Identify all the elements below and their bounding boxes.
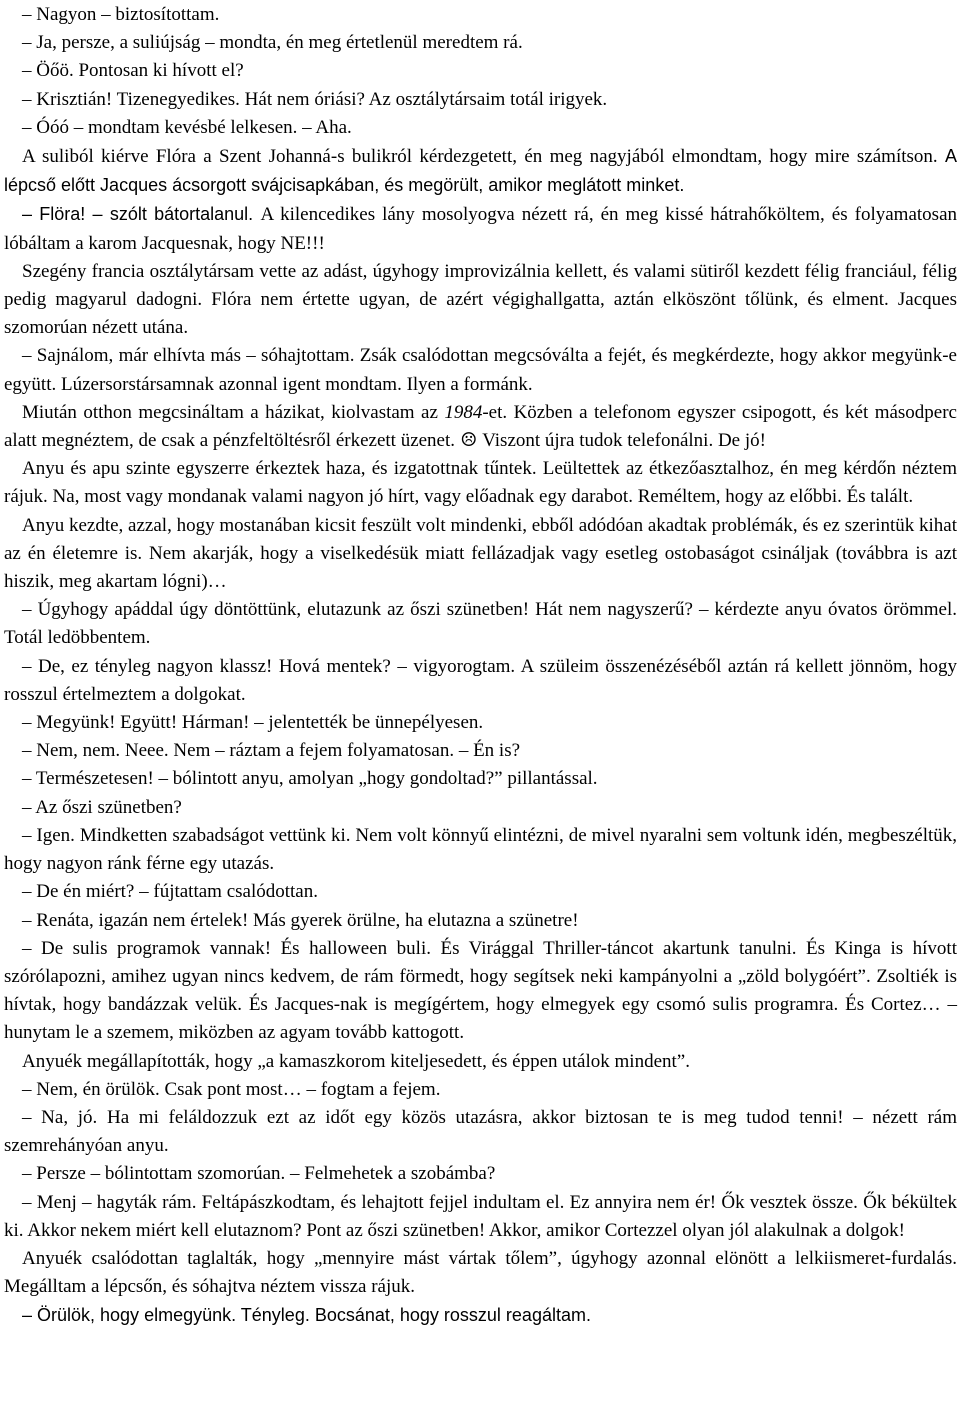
text-run: – Természetesen! – bólintott anyu, amolyan „hogy gondoltad?” pillantással. <box>22 768 598 790</box>
paragraph <box>4 794 957 822</box>
text-run: – Krisztián! Tizenegyedikes. Hát nem óriási? Az osztálytársaim totál irigyek. <box>22 88 608 110</box>
paragraph <box>4 765 957 793</box>
paragraph <box>4 512 957 597</box>
text-run: – Nem, nem. Neee. Nem – ráztam a fejem folyamatosan. – Én is? <box>22 740 521 762</box>
text-run: – Renáta, igazán nem értelek! Más gyerek örülne, ha elutazna a szünetre! <box>22 909 579 931</box>
text-run: A suliból kiérve Flóra a Szent Johanná-s bulikról kérdezgetett, én meg nagyjából elmondtam, hogy mire számítson. <box>22 146 945 168</box>
text-run: – De sulis programok vannak! És halloween buli. És Virággal Thriller-táncot akartunk tanulni. És Kinga is hívott szórólapozni, amihez ugyan nincs kedvem, de rám förmedt, hogy segítsek neki kampányolni a „zöld bolygóért”. Zsoltiék is hívtak, hogy bandázzak velük. És Jacques-nak is megígértem, hogy elmegyek egy csomó sulis programra. És Cortez… – hunytam le a szemem, miközben az agyam tovább kattogott. <box>4 937 957 1044</box>
text-run: – De én miért? – fújtattam csalódottan. <box>22 881 318 903</box>
paragraph <box>4 455 957 511</box>
paragraph <box>4 200 957 257</box>
paragraph <box>4 1189 957 1245</box>
paragraph <box>4 114 957 142</box>
text-run: – Az őszi szünetben? <box>22 796 182 818</box>
text-run: -et. Közben a telefonom egyszer csipogott, és két másodperc alatt megnéztem, de csak a pénzfeltöltésről érkezett üzenet. <box>4 401 957 452</box>
text-run: – Sajnálom, már elhívta más – sóhajtottam. Zsák csalódottan megcsóválta a fejét, és megkérdezte, hogy akkor megyünk-e együtt. Lúzersorstársamnak azonnal igent mondtam. Ilyen a formánk. <box>4 345 957 395</box>
text-run: Anyu és apu szinte egyszerre érkeztek haza, és izgatottnak tűntek. Leültettek az étkezőasztalhoz, én meg kérdőn néztem rájuk. Na, most vagy mondanak valami nagyon jó hírt, vagy előadnak egy darabot. Reméltem, hogy az előbbi. És talált. <box>4 458 957 508</box>
paragraph <box>4 737 957 765</box>
paragraph <box>4 29 957 57</box>
text-run: – Nem, én örülök. Csak pont most… – fogtam a fejem. <box>22 1078 441 1100</box>
text-run: – Persze – bólintottam szomorúan. – Felmehetek a szobámba? <box>22 1163 496 1185</box>
paragraph <box>4 1301 957 1330</box>
text-run: – Öőö. Pontosan ki hívott el? <box>22 60 244 82</box>
text-run: A kilencedikes lány mosolyogva nézett rá, én meg kissé hátrahőköltem, és folyamatosan lóbáltam a karom Jacquesnak, hogy NE!!! <box>4 204 957 254</box>
paragraph <box>4 878 957 906</box>
text-run: – Igen. Mindketten szabadságot vettünk ki. Nem volt könnyű elintézni, de mivel nyaralni sem voltunk idén, megbeszéltük, hogy nagyon ránk férne egy utazás. <box>4 824 957 875</box>
text-run: A lépcső előtt Jacques ácsorgott svájcisapkában, és megörült, amikor meglátott minket. <box>4 146 957 196</box>
paragraph <box>4 1160 957 1188</box>
text-run: Miután otthon megcsináltam a házikat, kiolvastam az <box>22 401 445 423</box>
text-run: Anyu kezdte, azzal, hogy mostanában kicsit feszült volt mindenki, ebből adódóan akadtak problémák, és ez szerintük kihat az én életemre is. Nem akarják, hogy a viselkedésük miatt fellázadjak vagy esetleg ostobaságot csináljak (továbbra is azt hiszik, meg akartam lógni)… <box>4 514 957 593</box>
paragraph <box>4 822 957 878</box>
paragraph <box>4 709 957 737</box>
text-run: – Nagyon – biztosítottam. <box>22 4 220 25</box>
paragraph <box>4 1 957 29</box>
text-run: – Megyünk! Együtt! Hárman! – jelentették be ünnepélyesen. <box>22 712 484 734</box>
paragraph <box>4 653 957 709</box>
paragraph <box>4 1076 957 1104</box>
paragraph <box>4 258 957 343</box>
text-run: Anyuék megállapították, hogy „a kamaszkorom kiteljesedett, és éppen utálok mindent”. <box>22 1050 690 1072</box>
paragraph <box>4 142 957 200</box>
text-run: – Flöra! – szólt bátortalanul. <box>22 204 261 225</box>
paragraph <box>4 399 957 455</box>
paragraph <box>4 1104 957 1160</box>
paragraph <box>4 57 957 85</box>
text-run: – Na, jó. Ha mi feláldozzuk ezt az időt egy közös utazásra, akkor biztosan te is meg tudod tenni! – nézett rám szemrehányóan anyu. <box>4 1106 957 1157</box>
paragraph <box>4 596 957 652</box>
paragraph <box>4 1245 957 1301</box>
text-run: – Örülök, hogy elmegyünk. Tényleg. Bocsánat, hogy rosszul reagáltam. <box>22 1305 591 1326</box>
paragraph <box>4 342 957 398</box>
text-run: Szegény francia osztálytársam vette az adást, úgyhogy improvizálnia kellett, és valami sütiről kezdett félig franciául, félig pedig magyarul dadogni. Flóra nem értette ugyan, de azért végighallgatta, aztán elköszönt tőlünk, és elment. Jacques szomorúan nézett utána. <box>4 260 957 339</box>
text-run: – Menj – hagyták rám. Feltápászkodtam, és lehajtott fejjel indultam el. Ez annyira nem ér! Ők vesztek össze. Ők békültek ki. Akkor nekem miért kell elutaznom? Pont az őszi szünetben! Akkor, amikor Cortezzel olyan jól alakulnak a dolgok! <box>4 1191 957 1241</box>
paragraph <box>4 935 957 1048</box>
text-run: 1984 <box>444 401 483 423</box>
text-run: Anyuék csalódottan taglalták, hogy „mennyire mást vártak tőlem”, úgyhogy azonnal elönött a lelkiismeret-furdalás. Megálltam a lépcsőn, és sóhajtva néztem vissza rájuk. <box>4 1247 957 1298</box>
text-run: – Úgyhogy apáddal úgy döntöttünk, elutazunk az őszi szünetben! Hát nem nagyszerű? – kérdezte anyu óvatos örömmel. Totál ledöbbentem. <box>4 599 957 649</box>
text-run: – Óóó – mondtam kevésbé lelkesen. – Aha. <box>22 116 352 138</box>
paragraph <box>4 86 957 114</box>
frown-icon: ☹ <box>460 430 478 452</box>
text-run: – De, ez tényleg nagyon klassz! Hová mentek? – vigyorogtam. A szüleim összenézéséből aztán rá kellett jönnöm, hogy rosszul értelmeztem a dolgokat. <box>4 655 957 705</box>
text-run: Viszont újra tudok telefonálni. De jó! <box>477 430 766 452</box>
paragraph <box>4 907 957 935</box>
text-run: – Ja, persze, a suliújság – mondta, én meg értetlenül meredtem rá. <box>22 32 523 54</box>
paragraph <box>4 1048 957 1076</box>
